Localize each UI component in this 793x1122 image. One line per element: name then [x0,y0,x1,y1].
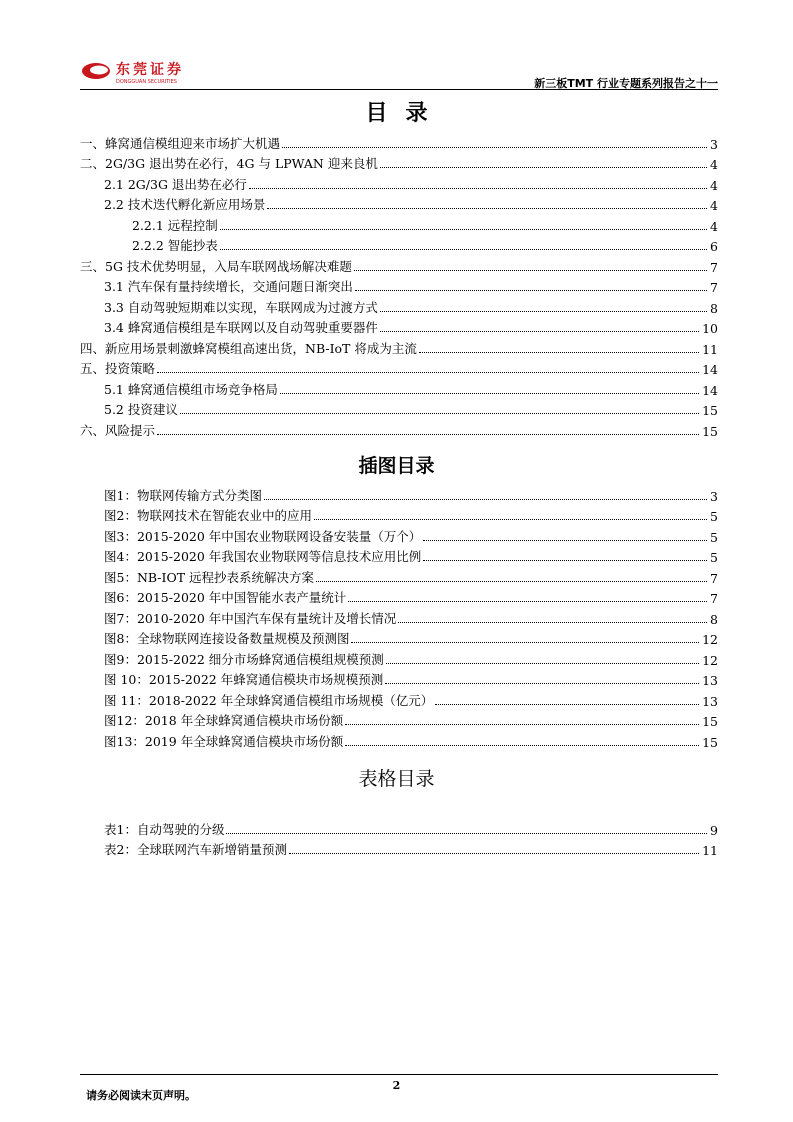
table-of-contents [80,131,718,439]
logo-brand-en: DONGGUAN SECURITIES [116,79,177,85]
toc-entry[interactable] [80,316,718,337]
figure-entry-label: 图12：2018 年全球蜂窝通信模块市场份额 [104,713,344,728]
toc-entry-page: 15 [702,403,718,418]
figures-title: 插图目录 [358,455,435,477]
toc-entry[interactable] [80,418,718,439]
dot-leader [226,833,707,834]
figure-entry[interactable] [80,483,718,504]
table-entry[interactable] [80,838,718,859]
figure-entry-page: 7 [710,570,718,586]
report-series-title: 新三板TMT 行业专题系列报告之十一 [534,77,718,90]
page-number: 2 [392,1079,401,1092]
toc-entry-label: 2.2 技术迭代孵化新应用场景 [104,197,266,212]
toc-entry-page: 6 [710,239,718,254]
figure-entry-label: 图13：2019 年全球蜂窝通信模块市场份额 [104,733,344,749]
dot-leader [351,642,699,643]
toc-entry-label: 3.3 自动驾驶短期难以实现，车联网成为过渡方式 [104,299,378,315]
dot-leader [316,581,707,582]
toc-entry-label: 3.1 汽车保有量持续增长，交通问题日渐突出 [104,279,353,294]
dot-leader [380,311,707,312]
table-entry-label: 表1：自动驾驶的分级 [104,821,225,837]
figure-entry-label: 图8：全球物联网连接设备数量规模及预测图 [104,631,350,646]
figure-entry-label: 图5：NB-IOT 远程抄表系统解决方案 [104,569,315,585]
figure-entry[interactable] [80,504,718,525]
figure-entry[interactable] [80,627,718,648]
toc-entry[interactable] [80,254,718,275]
toc-entry[interactable] [80,398,718,419]
figure-entry-page: 13 [702,673,718,688]
dot-leader [289,853,699,854]
figure-entry[interactable] [80,606,718,627]
toc-entry[interactable] [80,275,718,296]
toc-entry-label: 四、新应用场景刺激蜂窝模组高速出货，NB-IoT 将成为主流 [80,340,417,356]
toc-entry-page: 7 [710,259,718,275]
dot-leader [280,393,699,394]
dot-leader [267,208,707,209]
figure-entry[interactable] [80,565,718,586]
disclaimer-note: 请务必阅读末页声明。 [86,1089,196,1102]
dot-leader [345,724,699,725]
table-entry-page: 9 [710,822,718,838]
figure-entry-page: 5 [710,529,718,545]
toc-entry-page: 15 [702,423,718,439]
logo-brand-cn: 东莞证券 [116,62,184,78]
dot-leader [348,601,707,602]
toc-entry-page: 14 [702,362,718,377]
toc-entry-label: 二、2G/3G 退出势在必行，4G 与 LPWAN 迎来良机 [80,156,378,171]
figure-entry-label: 图6：2015-2020 年中国智能水表产量统计 [104,590,347,605]
toc-entry-page: 10 [702,321,718,336]
figure-entry-label: 图1：物联网传输方式分类图 [104,487,262,503]
figure-entry-page: 12 [702,652,718,668]
page-header [80,55,718,93]
header-divider [80,89,718,90]
dot-leader [157,372,699,373]
dot-leader [423,560,707,561]
toc-entry-label: 5.1 蜂窝通信模组市场竞争格局 [104,381,278,397]
tables-title: 表格目录 [358,768,435,790]
figure-entry[interactable] [80,586,718,607]
figure-entry-page: 7 [710,591,718,606]
toc-entry-page: 14 [702,382,718,398]
toc-entry-page: 4 [710,198,718,213]
toc-entry[interactable] [80,357,718,378]
toc-entry[interactable] [80,193,718,214]
footer-divider [80,1074,718,1075]
toc-entry-label: 5.2 投资建议 [104,402,178,417]
toc-entry-label: 2.2.1 远程控制 [132,217,218,233]
dot-leader [157,434,699,435]
toc-entry-label: 3.4 蜂窝通信模组是车联网以及自动驾驶重要器件 [104,320,378,335]
dot-leader [180,413,699,414]
dongguan-securities-logo [80,57,230,87]
table-entry-page: 11 [702,843,718,858]
figure-entry[interactable] [80,688,718,709]
toc-entry-page: 4 [710,177,718,193]
figure-entry-label: 图2：物联网技术在智能农业中的应用 [104,508,312,523]
dot-leader [220,249,707,250]
dot-leader [419,352,699,353]
dot-leader [355,290,707,291]
figure-entry[interactable] [80,545,718,566]
figure-entry-page: 5 [710,509,718,524]
toc-entry-label: 六、风险提示 [80,422,156,438]
dot-leader [264,499,707,500]
table-entry[interactable] [80,817,718,838]
toc-entry-page: 3 [710,136,718,152]
toc-entry-page: 4 [710,157,718,172]
toc-entry[interactable] [80,377,718,398]
toc-entry-label: 三、5G 技术优势明显，入局车联网战场解决难题 [80,258,352,274]
figure-entry[interactable] [80,524,718,545]
toc-entry[interactable] [80,234,718,255]
dot-leader [398,622,707,623]
figure-entry-page: 3 [710,488,718,504]
toc-entry-label: 2.2.2 智能抄表 [132,238,218,253]
figure-entry-label: 图7：2010-2020 年中国汽车保有量统计及增长情况 [104,610,397,626]
toc-entry-label: 五、投资策略 [80,361,156,376]
dot-leader [220,229,707,230]
toc-entry-page: 11 [702,341,718,357]
dot-leader [249,188,707,189]
toc-entry[interactable] [80,295,718,316]
figure-entry-page: 15 [702,734,718,750]
dot-leader [380,331,699,332]
toc-entry[interactable] [80,131,718,152]
figure-entry-page: 15 [702,714,718,729]
dot-leader [314,519,707,520]
list-of-figures [80,483,718,750]
figure-entry-label: 图9：2015-2022 细分市场蜂窝通信模组规模预测 [104,651,384,667]
table-entry-label: 表2：全球联网汽车新增销量预测 [104,842,287,857]
figure-entry-page: 13 [702,693,718,709]
toc-title: 目录 [365,100,446,126]
figure-entry-label: 图4：2015-2020 年我国农业物联网等信息技术应用比例 [104,549,422,564]
dot-leader [385,683,699,684]
dot-leader [282,147,707,148]
toc-entry[interactable] [80,336,718,357]
toc-entry-page: 4 [710,218,718,234]
figure-entry[interactable] [80,729,718,750]
figure-entry-page: 8 [710,611,718,627]
toc-entry-page: 7 [710,280,718,295]
dot-leader [380,167,707,168]
list-of-tables [80,817,718,858]
toc-entry[interactable] [80,172,718,193]
dot-leader [345,745,699,746]
figure-entry-label: 图 11：2018-2022 年全球蜂窝通信模组市场规模（亿元） [104,692,434,708]
toc-entry-label: 2.1 2G/3G 退出势在必行 [104,176,247,192]
figure-entry-page: 5 [710,550,718,565]
dot-leader [386,663,699,664]
figure-entry-label: 图3：2015-2020 年中国农业物联网设备安装量（万个） [104,528,422,544]
figure-entry[interactable] [80,668,718,689]
dot-leader [423,540,707,541]
figure-entry[interactable] [80,647,718,668]
toc-entry[interactable] [80,152,718,173]
figure-entry[interactable] [80,709,718,730]
toc-entry-page: 8 [710,300,718,316]
figure-entry-label: 图 10：2015-2022 年蜂窝通信模块市场规模预测 [104,672,384,687]
dot-leader [354,270,707,271]
toc-entry[interactable] [80,213,718,234]
dot-leader [435,704,699,705]
toc-entry-label: 一、蜂窝通信模组迎来市场扩大机遇 [80,135,281,151]
figure-entry-page: 12 [702,632,718,647]
